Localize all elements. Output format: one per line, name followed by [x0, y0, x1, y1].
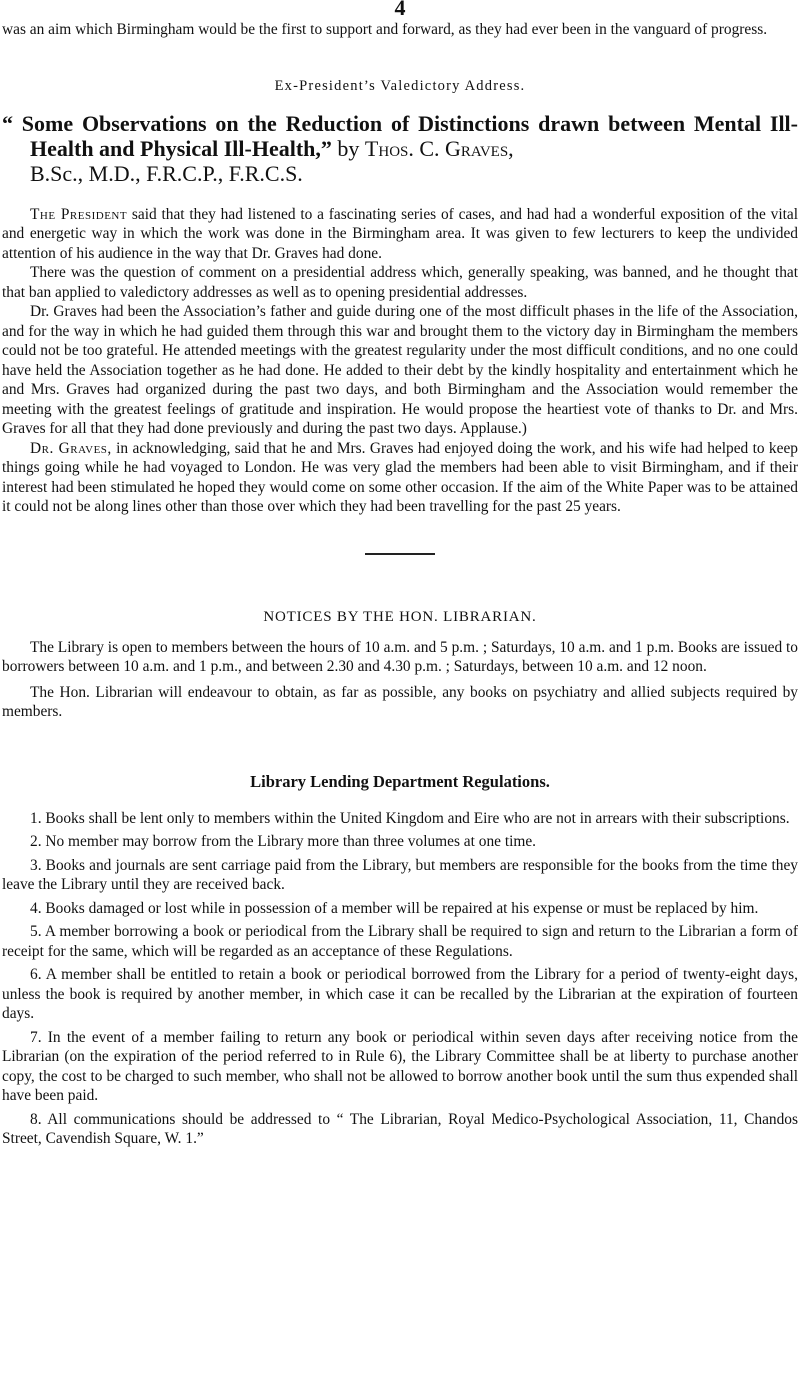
address-title — [2, 111, 798, 186]
address-by: by — [331, 135, 365, 161]
notices-heading: NOTICES BY THE HON. LIBRARIAN. — [263, 608, 537, 625]
regulation-item: 7. In the event of a member failing to return any book or periodical within seven days after receiving notice from the Librarian (on the expiration of the period referred to in Rule 6), the Library Committee shall be at liberty to purchase another copy, the cost to be charged to such member, who shall not be allowed to borrow another book until the sum thus expended shall have been paid. — [2, 1028, 798, 1104]
paragraph-text: said that they had listened to a fascinating series of cases, and had had a wonderful exposition of the vital and energetic way in which the work was done in the Birmingham area. It was given to few lecturers to keep the undivided attention of his audience in the way that Dr. Graves had done. — [2, 205, 798, 262]
paragraph-text: There was the question of comment on a presidential address which, generally speaking, was banned, and he thought that that ban applied to valedictory addresses as well as to opening presidential addresses. — [2, 264, 798, 301]
paragraph-comment — [2, 263, 798, 302]
regulation-item: 4. Books damaged or lost while in possession of a member will be repaired at his expense or must be replaced by him. — [30, 899, 759, 917]
paragraph-lead: Dr. Graves, — [30, 439, 112, 457]
regulation-item: 1. Books shall be lent only to members within the United Kingdom and Eire who are not in arrears with their subscriptions. — [30, 809, 790, 827]
regulation-item: 2. No member may borrow from the Library more than three volumes at one time. — [30, 833, 537, 850]
section-heading: Ex-President’s Valedictory Address. — [274, 77, 526, 94]
page-number: 4 — [394, 0, 406, 20]
address-title-text: “ Some Observations on the Reduction of Distinctions drawn between Mental Ill-Health and Physical Ill-Health,” — [2, 110, 798, 161]
notices-paragraph-hours: The Library is open to members between the hours of 10 a.m. and 5 p.m. ; Saturdays, 10 a.m. and 1 p.m. Books are issued to borrowers between 10 a.m. and 1 p.m., and between 2.30 and 4.30 p.m. ; Saturdays, between 10 a.m. and 12 noon. — [2, 638, 798, 675]
paragraph-graves-tribute — [2, 302, 798, 439]
notices-paragraph-books: The Hon. Librarian will endeavour to obtain, as far as possible, any books on psychiatry and allied subjects required by members. — [2, 683, 798, 720]
address-author: Thos. C. Graves, — [364, 135, 514, 161]
regulations-heading: Library Lending Department Regulations. — [250, 771, 550, 791]
regulation-item: 6. A member shall be entitled to retain a book or periodical borrowed from the Library for a period of twenty-eight days, unless the book is required by another member, in which case it can be recalled by the Librarian at the expiration of fourteen days. — [2, 966, 798, 1022]
paragraph-lead: The President — [30, 205, 128, 223]
section-divider — [365, 553, 435, 555]
regulation-item: 3. Books and journals are sent carriage paid from the Library, but members are responsible for the books from the time they leave the Library until they are received back. — [2, 856, 798, 893]
intro-paragraph: was an aim which Birmingham would be the first to support and forward, as they had ever been in the vanguard of progress. — [2, 21, 768, 38]
paragraph-president — [2, 205, 798, 264]
regulation-item: 8. All communications should be addressed to “ The Librarian, Royal Medico-Psychological Association, 11, Chandos Street, Cavendish Square, W. 1.” — [2, 1110, 798, 1147]
address-degrees: B.Sc., M.D., F.R.C.P., F.R.C.S. — [30, 160, 303, 186]
regulation-item: 5. A member borrowing a book or periodical from the Library shall be required to sign and return to the Librarian a form of receipt for the same, which will be regarded as an acceptance of these Regulations. — [2, 923, 798, 960]
paragraph-text: Dr. Graves had been the Association’s father and guide during one of the most difficult phases in the life of the Association, and for the way in which he had guided them through this war and brought them to the victory day in Birmingham the members could not be too grateful. He attended meetings with the greatest regularity under the most difficult conditions, and no one could have held the Association together as he had done. He added to their debt by the kindly hospitality and entertainment which he and Mrs. Graves had organized during the past two days, and both Birmingham and the Association would remember the meeting with the greatest feelings of gratitude and inspiration. He would propose the heartiest vote of thanks to Dr. and Mrs. Graves for all that they had done previously and during the past two days. Applause.) — [2, 303, 798, 437]
paragraph-graves-reply — [2, 439, 798, 517]
paragraph-text: in acknowledging, said that he and Mrs. Graves had enjoyed doing the work, and his wife had helped to keep things going while he had voyaged to London. He was very glad the members had been able to visit Birmingham, and if their interest had been stimulated he hoped they would come on some other occasion. If the aim of the White Paper was to be attained it could not be along lines other than those over which they had been travelling for the past 25 years. — [2, 439, 798, 515]
